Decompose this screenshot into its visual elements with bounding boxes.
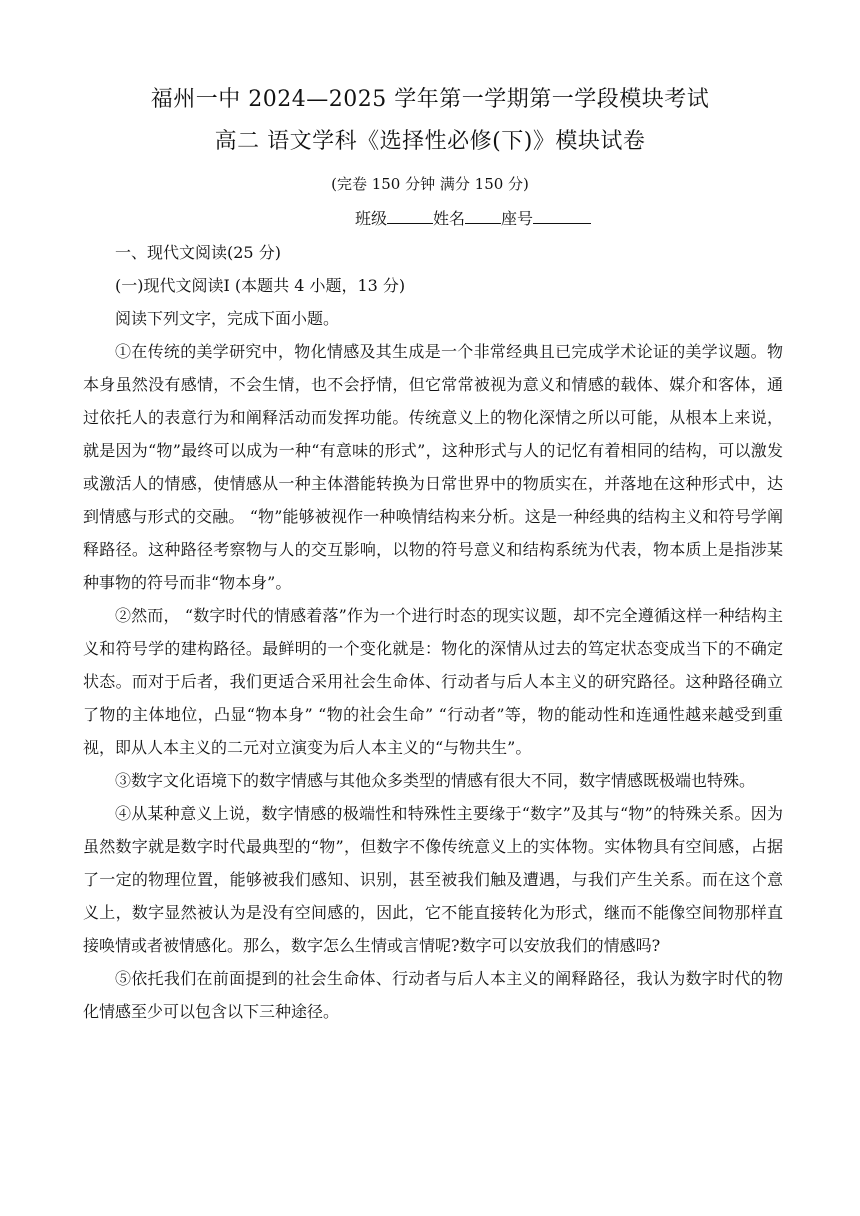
class-label: 班级 xyxy=(355,209,388,228)
passage-paragraph-3: ③数字文化语境下的数字情感与其他众多类型的情感有很大不同，数字情感既极端也特殊。 xyxy=(115,771,756,790)
name-label: 姓名 xyxy=(433,209,466,228)
class-blank[interactable] xyxy=(387,207,433,224)
passage-paragraph-1: ①在传统的美学研究中，物化情感及其生成是一个非常经典且已完成学术论证的美学议题。物本身虽然没有感情，不会生情，也不会抒情，但它常常被视为意义和情感的载体、媒介和客体，通过依托人的表意行为和阐释活动而发挥功能。传统意义上的物化深情之所以可能，从根本上来说，就是因为“物”最终可以成为一种“有意味的形式”，这种形式与人的记忆有着相同的结构，可以激发或激活人的情感，使情感从一种主体潜能转换为日常世界中的物质实在，并落地在这种形式中，达到情感与形式的交融。 “物”能够被视作一种唤情结构来分析。这是一种经典的结构主义和符号学阐释路径。这种路径考察物与人的交互影响，以物的符号意义和结构系统为代表，物本质上是指涉某种事物的符号而非“物本身”。 xyxy=(83,342,783,592)
passage-paragraph-5: ⑤依托我们在前面提到的社会生命体、行动者与后人本主义的阐释路径，我认为数字时代的物化情感至少可以包含以下三种途径。 xyxy=(83,969,783,1021)
section-heading: 一、现代文阅读(25 分) xyxy=(115,243,281,262)
section-instruction: 阅读下列文字，完成下面小题。 xyxy=(115,309,340,328)
student-info-line xyxy=(355,207,591,230)
passage-paragraph-2: ②然而， “数字时代的情感着落”作为一个进行时态的现实议题，却不完全遵循这样一种结构主义和符号学的建构路径。最鲜明的一个变化就是：物化的深情从过去的笃定状态变成当下的不确定状态。而对于后者，我们更适合采用社会生命体、行动者与后人本主义的研究路径。这种路径确立了物的主体地位，凸显“物本身” “物的社会生命” “行动者”等，物的能动性和连通性越来越受到重视，即从人本主义的二元对立演变为后人本主义的“与物共生”。 xyxy=(83,606,783,757)
section-subheading: (一)现代文阅读Ⅰ (本题共 4 小题，13 分) xyxy=(115,276,406,295)
name-blank[interactable] xyxy=(465,207,501,224)
seat-blank[interactable] xyxy=(533,207,591,224)
exam-subtitle: 高二 语文学科《选择性必修(下)》模块试卷 xyxy=(214,129,646,154)
seat-label: 座号 xyxy=(501,209,534,228)
exam-duration-score: (完卷 150 分钟 满分 150 分) xyxy=(331,175,529,193)
passage-paragraph-4: ④从某种意义上说，数字情感的极端性和特殊性主要缘于“数字”及其与“物”的特殊关系。因为虽然数字就是数字时代最典型的“物”，但数字不像传统意义上的实体物。实体物具有空间感，占据了一定的物理位置，能够被我们感知、识别，甚至被我们触及遭遇，与我们产生关系。而在这个意义上，数字显然被认为是没有空间感的，因此，它不能直接转化为形式，继而不能像空间物那样直接唤情或者被情感化。那么，数字怎么生情或言情呢?数字可以安放我们的情感吗? xyxy=(83,804,783,955)
exam-title: 福州一中 2024—2025 学年第一学期第一学段模块考试 xyxy=(150,87,710,112)
reading-section xyxy=(83,236,783,1028)
